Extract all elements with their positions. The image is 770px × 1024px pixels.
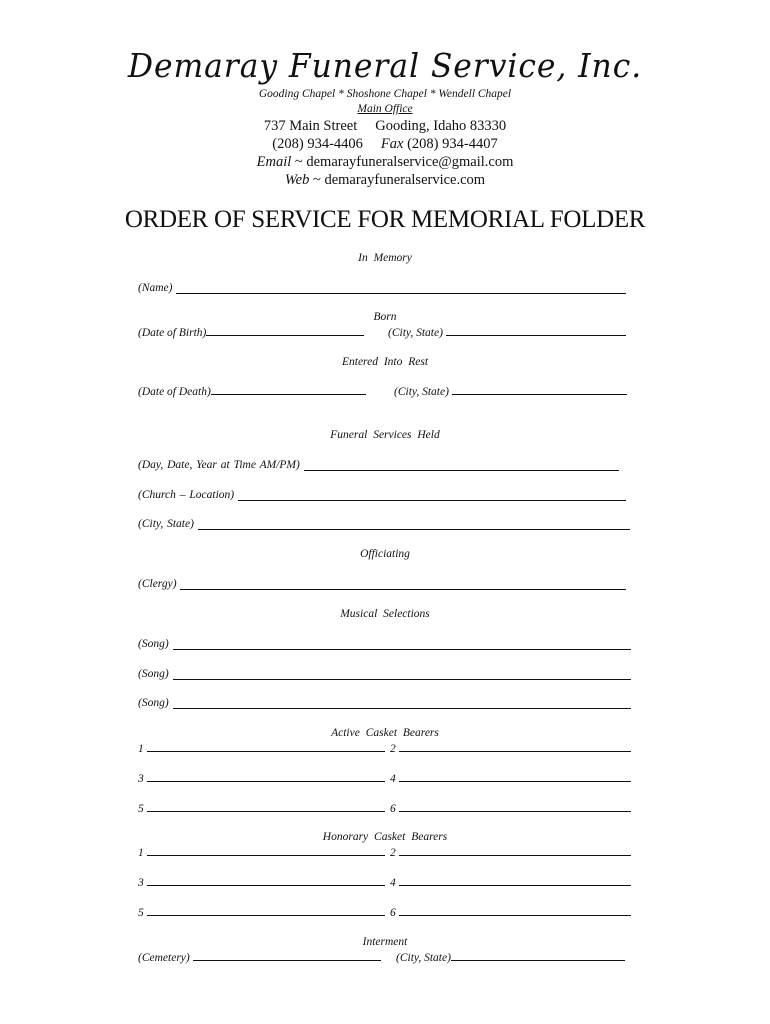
bearer-row <box>138 772 385 785</box>
officiating-heading: Officiating <box>360 548 410 560</box>
service-city-label: (City, State) <box>138 518 194 530</box>
church-field[interactable] <box>238 491 626 501</box>
web-address: ~ demarayfuneralservice.com <box>312 172 486 188</box>
death-city-label: (City, State) <box>394 386 449 398</box>
active-bearers-heading: Active Casket Bearers <box>331 727 439 739</box>
entered-rest-heading: Entered Into Rest <box>341 356 429 368</box>
bearer-number: 5 <box>138 907 144 919</box>
name-row <box>138 282 633 294</box>
clergy-row <box>138 578 633 590</box>
service-city-field[interactable] <box>198 520 630 530</box>
song-field[interactable] <box>173 699 631 709</box>
honorary-row <box>138 906 385 919</box>
bearer-field[interactable] <box>147 846 385 856</box>
email-address: ~ demarayfuneralservice@gmail.com <box>294 154 514 170</box>
bearer-row <box>390 802 631 815</box>
dod-row <box>138 385 366 398</box>
fax-number: (208) 934-4407 <box>407 136 498 152</box>
interment-city-row <box>396 951 625 964</box>
born-heading: Born <box>373 311 397 323</box>
cemetery-field[interactable] <box>193 951 381 961</box>
service-date-row <box>138 459 633 471</box>
bearer-row <box>138 802 385 815</box>
song-label: (Song) <box>138 697 169 709</box>
honorary-bearers-heading: Honorary Casket Bearers <box>322 831 448 843</box>
song-row <box>138 668 633 680</box>
song-label: (Song) <box>138 638 169 650</box>
honorary-row <box>138 846 385 859</box>
dob-row <box>138 326 364 339</box>
city-address: Gooding, Idaho 83330 <box>375 118 507 134</box>
bearer-row <box>390 742 631 755</box>
death-city-field[interactable] <box>452 385 627 395</box>
musical-heading: Musical Selections <box>340 608 430 620</box>
dod-field[interactable] <box>211 385 366 395</box>
birth-city-row <box>388 326 626 339</box>
service-date-label: (Day, Date, Year at Time AM/PM) <box>138 459 300 471</box>
bearer-field[interactable] <box>147 906 385 916</box>
church-row <box>138 489 633 501</box>
song-row <box>138 697 633 709</box>
name-field[interactable] <box>176 284 626 294</box>
bearer-number: 6 <box>390 907 396 919</box>
honorary-row <box>390 906 631 919</box>
cemetery-row <box>138 951 381 964</box>
bearer-field[interactable] <box>399 906 631 916</box>
bearer-field[interactable] <box>147 742 385 752</box>
song-field[interactable] <box>173 640 631 650</box>
dod-label: (Date of Death) <box>138 386 211 398</box>
web-label: Web <box>284 172 310 188</box>
honorary-row <box>390 846 631 859</box>
honorary-row <box>390 876 631 889</box>
street-address: 737 Main Street <box>263 118 358 134</box>
bearer-number: 1 <box>138 847 144 859</box>
interment-city-field[interactable] <box>451 951 625 961</box>
service-date-field[interactable] <box>304 461 619 471</box>
dob-field[interactable] <box>206 326 364 336</box>
cemetery-label: (Cemetery) <box>138 952 190 964</box>
honorary-row <box>138 876 385 889</box>
clergy-field[interactable] <box>180 580 626 590</box>
name-label: (Name) <box>138 282 173 294</box>
service-city-row <box>138 518 633 530</box>
bearer-field[interactable] <box>147 876 385 886</box>
email-line <box>0 154 770 171</box>
interment-heading: Interment <box>362 936 408 948</box>
song-field[interactable] <box>173 670 631 680</box>
death-city-row <box>394 385 627 398</box>
bearer-field[interactable] <box>399 772 631 782</box>
bearer-number: 3 <box>138 773 144 785</box>
bearer-field[interactable] <box>147 802 385 812</box>
church-label: (Church – Location) <box>138 489 235 501</box>
company-logo: Demaray Funeral Service, Inc. <box>127 46 643 85</box>
bearer-number: 4 <box>390 773 396 785</box>
web-line <box>0 172 770 189</box>
song-label: (Song) <box>138 668 169 680</box>
email-label: Email <box>256 154 292 170</box>
funeral-services-heading: Funeral Services Held <box>330 429 440 441</box>
bearer-field[interactable] <box>399 802 631 812</box>
bearer-number: 1 <box>138 743 144 755</box>
phone-line <box>0 136 770 153</box>
main-office-heading: Main Office <box>357 103 413 115</box>
clergy-label: (Clergy) <box>138 578 177 590</box>
bearer-field[interactable] <box>399 846 631 856</box>
chapel-list: Gooding Chapel * Shoshone Chapel * Wendell Chapel <box>258 88 512 100</box>
address-line <box>0 118 770 135</box>
bearer-number: 6 <box>390 803 396 815</box>
fax-label: Fax <box>380 136 404 152</box>
bearer-row <box>138 742 385 755</box>
birth-city-field[interactable] <box>446 326 626 336</box>
bearer-number: 2 <box>390 743 396 755</box>
dob-label: (Date of Birth) <box>138 327 207 339</box>
phone-number: (208) 934-4406 <box>272 136 363 152</box>
bearer-number: 5 <box>138 803 144 815</box>
bearer-number: 2 <box>390 847 396 859</box>
bearer-field[interactable] <box>399 876 631 886</box>
bearer-row <box>390 772 631 785</box>
bearer-number: 4 <box>390 877 396 889</box>
in-memory-heading: In Memory <box>358 252 412 264</box>
bearer-field[interactable] <box>147 772 385 782</box>
bearer-field[interactable] <box>399 742 631 752</box>
song-row <box>138 638 633 650</box>
page-title: ORDER OF SERVICE FOR MEMORIAL FOLDER <box>124 206 646 233</box>
birth-city-label: (City, State) <box>388 327 443 339</box>
interment-city-label: (City, State) <box>396 952 451 964</box>
bearer-number: 3 <box>138 877 144 889</box>
